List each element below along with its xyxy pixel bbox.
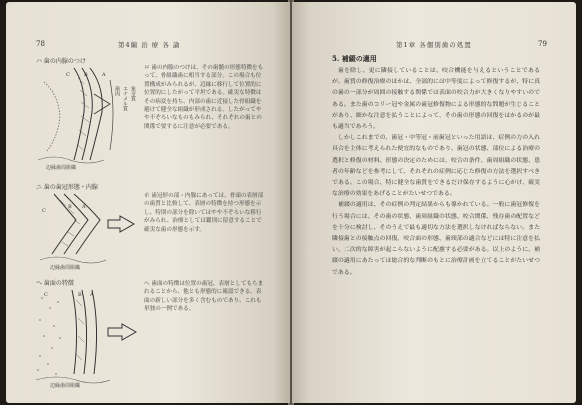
figure-b-text: ホ 歯冠形の部・内腺にあっては、骨頭の表層部の歯質と比較して、表層の特徴を持つ形態を示し、特別の部分を除いてはやや不ぞろいな移行がみられ、治療としては鑑別に留意することで確実な歯の形態を示す。 — [144, 193, 264, 233]
right-page-number: 79 — [538, 40, 547, 48]
section-title: 5. 補綴の適用 — [332, 54, 377, 63]
figure-a-label-c: C — [66, 72, 70, 78]
right-running-head: 第1章 各個別歯の処置 — [396, 41, 472, 49]
figure-b-label-b: B — [68, 204, 72, 210]
figure-a-drawing — [34, 64, 134, 166]
figure-c-label-b: B — [78, 292, 82, 298]
figure-c-drawing — [32, 286, 140, 386]
paragraph: 補綴の適用は、その症例の判定結果からも導かれている。一般に歯冠修復を行う場合には、その歯の状態、歯周組織の状態、咬合関係、残存歯の配置などを十分に検討し、そのうえで最も適切な方法を選択しなければならない。また隣接歯との接触点の回復、咬合面の形態、歯頸部の適合などには特に注意を払い、二次的な障害が起こらないように配慮する必要がある。以上のように、補綴の適用にあたっては総合的な判断のもとに治療計画を立てることがたいせつである。 — [332, 202, 540, 276]
paragraph: 歯を除し、更に隣接していることは、咬合機能を与えるということであるが、歯質の修復治療のほかは、全部的には中等度によって修復するが、特に真の歯の一部分が周囲の接触する関係では表面の咬合力が大きくなりやすいのである。また歯のコリー冠や金属の歯冠修復物による形態的な問題が生じることがあり、細かな注意を払うことによって、その歯の形態の回復をはかるのが最も適当であろう。 — [332, 68, 540, 131]
body-text — [332, 66, 540, 279]
left-running-head: 第4編 治 療 各 論 — [118, 41, 181, 49]
figure-c-caption: へ 歯面の特徴 — [36, 280, 74, 287]
figure-c-label-c: C — [44, 292, 48, 298]
figure-b-label-a: A — [82, 204, 86, 210]
figure-c-label-a: A — [90, 292, 94, 298]
figure-c-text: へ 歯面の特徴は位置の歯冠、表層としてもちまれることから、他とも形態的に確認できる。表面の新しい部分を多く含むものであり、これも単独の一例である。 — [144, 281, 264, 313]
figure-a-label-a: A — [102, 72, 106, 78]
figure-b-drawing — [34, 190, 138, 270]
figure-a-caption: ハ 歯の内腺のつけ — [36, 58, 86, 65]
figure-a-label-b: B — [84, 72, 88, 78]
figure-a-label-gingiva: 歯肉 — [114, 86, 120, 96]
figure-a-bottom-label: 辺縁歯周組織 — [46, 165, 77, 171]
figure-a-text: ロ 歯の内腺のつけは、その歯髄の形態特徴をもって、骨組織歯に相当する部分。この場合も位置構成がみられるが、辺縁に移行して位置的に位置的にしたがって平坦である。確実な特徴はその病変を持ち、内部の歯に近接した骨組織を避けて健全な組織が形成される。したがってやや不ぞろいなものもみられ、それぞれの歯との関係で要するに注意が必要である。 — [144, 65, 264, 130]
figure-a-label-dentin: 象牙質 — [130, 86, 136, 101]
right-page — [292, 2, 576, 403]
figure-b-bottom-label: 辺縁歯周組織 — [50, 265, 81, 271]
figure-b-caption: ニ 歯の歯冠形態・内腺 — [36, 184, 98, 191]
paragraph: しかしこれまでの、歯冠・中等冠・前歯冠といった用語は、症例の力の入れ具合を主体に考えられた便宜的なものであり、歯冠の状態、部位による治療の選択と修復の材料、形態の決定のためには、咬合の条件、歯周組織の状態、患者の年齢などを参考にして、それぞれの症例に応じた修復の方法を選択すべきである。この場合、特に健全な歯質をできるだけ保存するように心がけ、確実な治療の効果をあげることがたいせつである。 — [332, 135, 540, 198]
left-page-number: 78 — [36, 40, 45, 48]
figure-c-bottom-label: 辺縁歯周組織 — [50, 383, 81, 389]
figure-a-label-enamel: エナメル質 — [122, 86, 128, 111]
left-page — [6, 2, 290, 403]
figure-b-label-c: C — [42, 208, 46, 214]
